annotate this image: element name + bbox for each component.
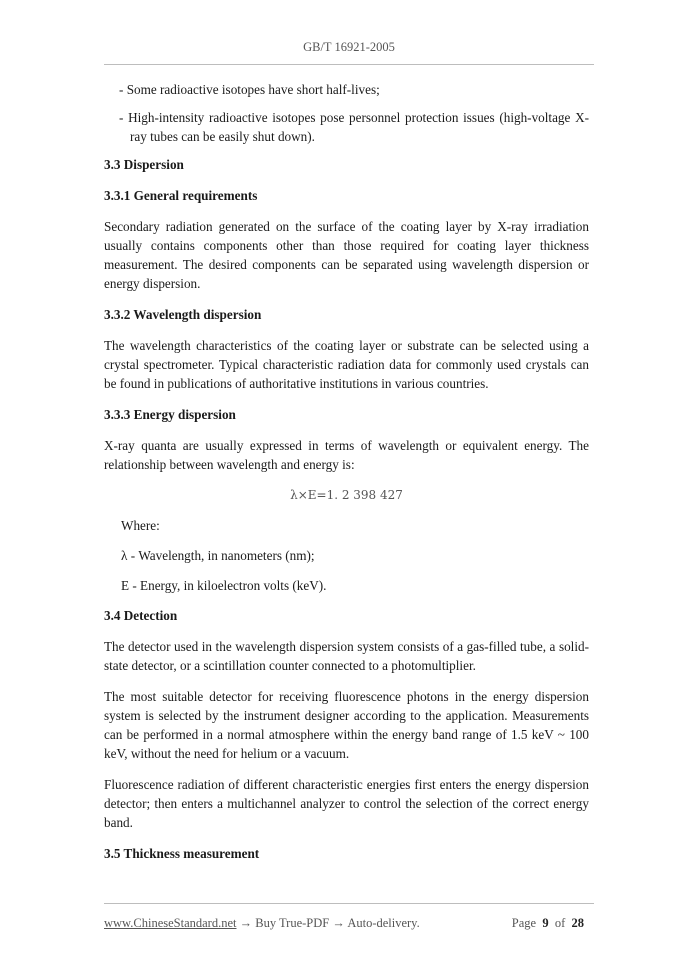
paragraph: The wavelength characteristics of the coating layer or substrate can be selected using a crystal spectrometer. Typical characteristic radiation data for commonly used crystals can be found in publications of authoritative institutions in various countries. xyxy=(104,338,589,391)
paragraph: The detector used in the wavelength dispersion system consists of a gas-filled tube, a solid-state detector, or a scintillation counter connected to a photomultiplier. xyxy=(104,639,589,673)
section-heading-3-3-3: 3.3.3 Energy dispersion xyxy=(104,407,236,422)
auto-delivery-text: Auto-delivery. xyxy=(347,916,420,930)
total-pages: 28 xyxy=(571,916,584,930)
formula: λ×E=1. 2 398 427 xyxy=(290,488,403,502)
of-word: of xyxy=(554,916,566,930)
bullet-item: - High-intensity radioactive isotopes pose personnel protection issues (high-voltage X-ray tubes can be easily shut down). xyxy=(119,110,589,144)
footer-divider xyxy=(104,903,594,904)
section-heading-3-3-2: 3.3.2 Wavelength dispersion xyxy=(104,307,262,322)
paragraph: Fluorescence radiation of different characteristic energies first enters the energy dispersion detector; then enters a multichannel analyzer to control the selection of the correct energy band. xyxy=(104,777,589,830)
document-body xyxy=(104,80,589,875)
paragraph: Secondary radiation generated on the surface of the coating layer by X-ray irradiation usually contains components other than those required for coating layer thickness measurement. The desired components can be separated using wavelength dispersion or energy dispersion. xyxy=(104,219,589,291)
paragraph: X-ray quanta are usually expressed in terms of wavelength or equivalent energy. The relationship between wavelength and energy is: xyxy=(104,438,589,472)
buy-link[interactable]: Buy True-PDF xyxy=(255,916,330,930)
footer-links xyxy=(104,916,420,931)
where-label: Where: xyxy=(121,518,160,533)
bullet-item: - Some radioactive isotopes have short half-lives; xyxy=(119,82,380,97)
page-header: GB/T 16921-2005 xyxy=(303,40,395,54)
site-link[interactable]: www.ChineseStandard.net xyxy=(104,916,237,930)
section-heading-3-4: 3.4 Detection xyxy=(104,608,178,623)
paragraph: The most suitable detector for receiving fluorescence photons in the energy dispersion system is selected by the instrument designer according to the application. Measurements can be performed in a normal atmosphere within the energy band range of 1.5 keV ~ 100 keV, without the need for helium or a vacuum. xyxy=(104,689,589,761)
header-divider xyxy=(104,64,594,65)
section-heading-3-3: 3.3 Dispersion xyxy=(104,157,184,172)
section-heading-3-5: 3.5 Thickness measurement xyxy=(104,846,260,861)
page-number xyxy=(512,916,584,931)
arrow-icon: → xyxy=(236,916,256,930)
section-heading-3-3-1: 3.3.1 General requirements xyxy=(104,188,258,203)
where-definition: E - Energy, in kiloelectron volts (keV). xyxy=(121,578,327,593)
arrow-icon: → xyxy=(329,916,348,930)
where-definition: λ - Wavelength, in nanometers (nm); xyxy=(121,548,315,563)
current-page: 9 xyxy=(542,916,549,930)
page-word: Page xyxy=(511,916,537,930)
